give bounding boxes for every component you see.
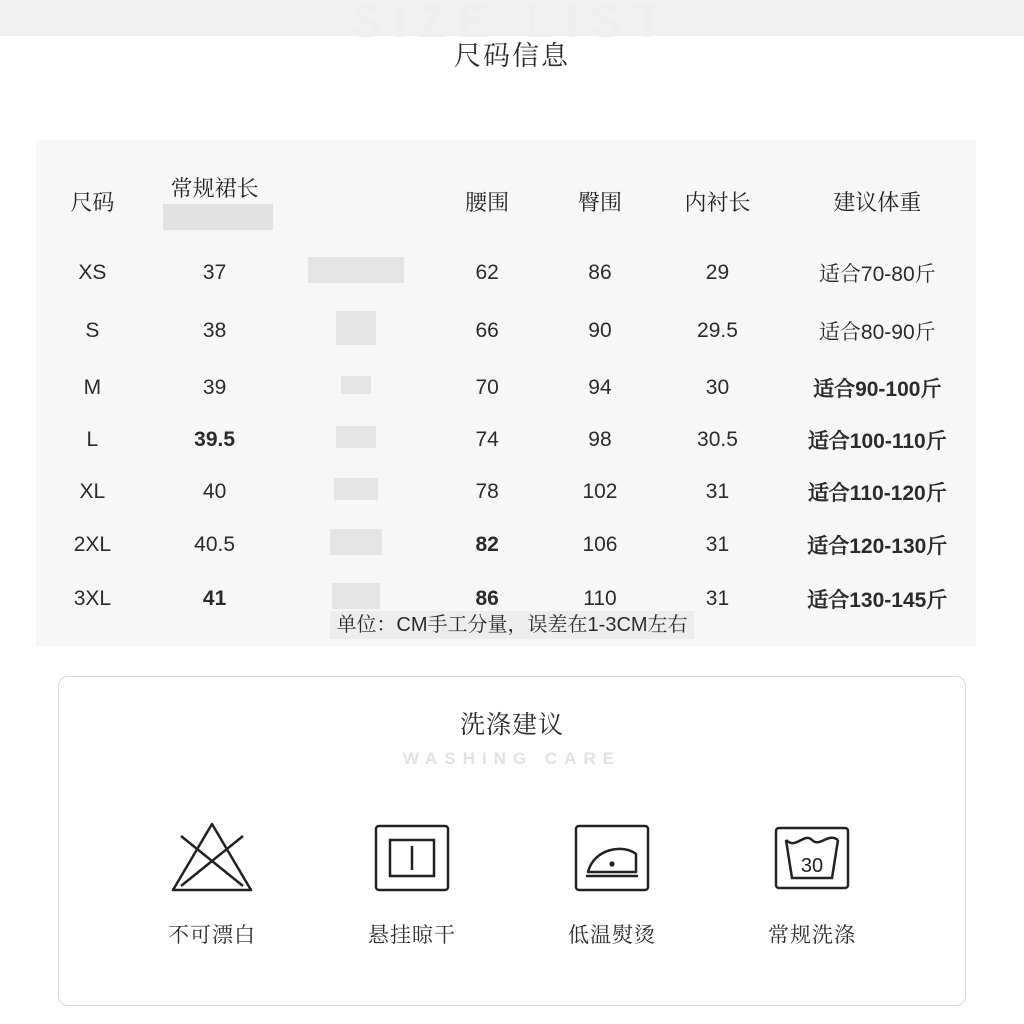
hang-dry-icon (352, 815, 472, 901)
cell-lining: 31 (705, 533, 730, 557)
cell-waist: 82 (475, 533, 499, 557)
cell-lining: 31 (705, 587, 730, 611)
cell-size: XL (79, 480, 106, 504)
cell-length: 41 (202, 587, 227, 611)
cell-size: L (86, 428, 99, 452)
redacted-header-block (163, 204, 273, 230)
care-item-hang-dry (352, 815, 472, 949)
low-iron-icon (552, 815, 672, 901)
care-label: 低温熨烫 (568, 924, 656, 947)
col-header-waist: 腰围 (465, 189, 510, 215)
care-item-no-bleach (152, 815, 272, 949)
redacted-block (334, 478, 378, 500)
cell-length: 40 (202, 480, 227, 504)
cell-weight: 适合100-110斤 (807, 430, 947, 454)
col-header-weight: 建议体重 (833, 189, 922, 215)
table-header-row (36, 162, 976, 246)
cell-length: 38 (202, 319, 227, 343)
cell-hip: 98 (588, 428, 612, 452)
table-row (36, 362, 976, 414)
table-row (36, 414, 976, 466)
cell-redacted (280, 300, 430, 362)
header-ghost-text: SIZE LIST (350, 0, 674, 47)
care-title: 洗涤建议 (459, 711, 564, 739)
cell-redacted (280, 518, 430, 572)
redacted-block (308, 257, 404, 283)
redacted-block (332, 583, 380, 609)
cell-lining: 29.5 (697, 319, 738, 343)
cell-size: XS (78, 261, 107, 285)
redacted-block (336, 426, 376, 448)
col-header-hip: 臀围 (577, 189, 622, 215)
cell-redacted (280, 246, 430, 300)
page-header (0, 0, 1024, 92)
cell-lining: 31 (705, 480, 730, 504)
washing-care-panel (58, 676, 966, 1006)
table-row (36, 300, 976, 362)
cell-length: 40.5 (194, 533, 236, 557)
care-subtitle: WASHING CARE (402, 749, 622, 768)
cell-length: 39 (202, 376, 227, 400)
redacted-block (336, 311, 376, 345)
col-header-length (149, 162, 281, 246)
cell-redacted (280, 362, 430, 414)
cell-hip: 86 (588, 261, 612, 285)
cell-length: 37 (202, 261, 227, 285)
cell-size: 2XL (73, 533, 112, 557)
cell-hip: 102 (582, 480, 618, 504)
col-header-length-label: 常规裙长 (170, 176, 259, 201)
care-item-low-iron (552, 815, 672, 949)
cell-weight: 适合120-130斤 (807, 535, 948, 559)
cell-hip: 110 (583, 587, 617, 611)
cell-waist: 74 (475, 428, 499, 452)
unit-note-text: 单位：CM手工分量，误差在1-3CM左右 (330, 611, 693, 639)
cell-weight: 适合70-80斤 (818, 263, 936, 287)
cell-size: 3XL (73, 587, 112, 611)
size-table (36, 162, 976, 626)
cell-waist: 62 (475, 261, 499, 285)
cell-size: M (83, 376, 102, 400)
cell-lining: 29 (705, 261, 730, 285)
cell-hip: 94 (588, 376, 612, 400)
cell-redacted (280, 414, 430, 466)
cell-length: 39.5 (194, 428, 236, 452)
col-header-lining: 内衬长 (684, 189, 751, 215)
table-row (36, 246, 976, 300)
size-table-panel (36, 140, 976, 646)
cell-redacted (280, 466, 430, 518)
col-header-size: 尺码 (70, 189, 115, 215)
unit-note (0, 608, 1024, 637)
care-label: 悬挂晾干 (368, 924, 456, 947)
care-item-machine-wash (752, 815, 872, 949)
wash-temp-text: 30 (800, 855, 824, 877)
table-row (36, 466, 976, 518)
cell-waist: 66 (475, 319, 499, 343)
no-bleach-icon (152, 815, 272, 901)
cell-waist: 86 (475, 587, 499, 611)
col-header-blank (280, 162, 430, 246)
care-icons-row (59, 815, 965, 949)
redacted-block (341, 376, 371, 394)
cell-lining: 30.5 (697, 428, 738, 452)
cell-weight: 适合130-145斤 (807, 589, 948, 613)
cell-weight: 适合80-90斤 (818, 321, 936, 345)
redacted-block (330, 529, 382, 555)
page-title: 尺码信息 (454, 41, 570, 71)
table-row (36, 518, 976, 572)
cell-size: S (85, 319, 100, 343)
machine-wash-30-icon (752, 815, 872, 901)
care-label: 常规洗涤 (768, 924, 856, 947)
cell-waist: 78 (475, 480, 499, 504)
cell-weight: 适合110-120斤 (807, 482, 947, 506)
care-label: 不可漂白 (168, 924, 256, 947)
cell-hip: 90 (588, 319, 612, 343)
cell-waist: 70 (475, 376, 499, 400)
cell-lining: 30 (705, 376, 730, 400)
cell-hip: 106 (582, 533, 618, 557)
cell-weight: 适合90-100斤 (813, 378, 942, 402)
